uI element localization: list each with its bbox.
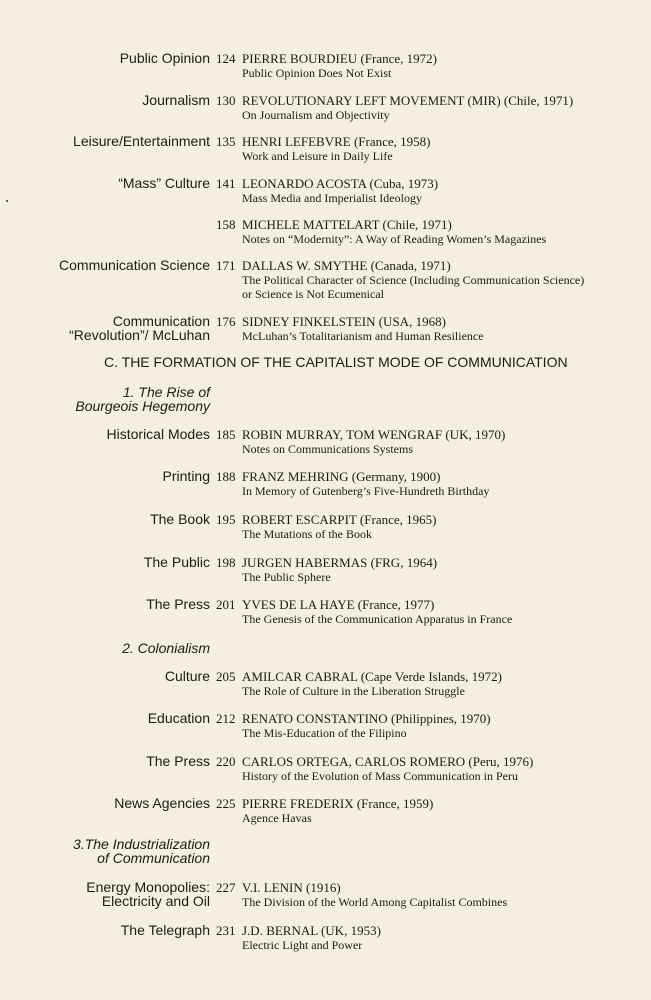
entry-author: REVOLUTIONARY LEFT MOVEMENT (MIR) (Chile, 1971) <box>242 93 574 108</box>
entry-title: The Public Sphere <box>242 570 331 584</box>
entry-topic: Communication “Revolution”/ McLuhan <box>69 313 210 343</box>
entry-topic: Communication Science <box>59 257 210 273</box>
entry-title: McLuhan’s Totalitarianism and Human Resilience <box>242 329 484 343</box>
entry-author: FRANZ MEHRING (Germany, 1900) <box>242 469 441 484</box>
entry-title: The Political Character of Science (Including Communication Science) or Science is Not Ecumenical <box>242 273 585 301</box>
entry-topic: Culture <box>164 668 210 684</box>
entry-title: Agence Havas <box>242 811 312 825</box>
entry-title: The Genesis of the Communication Apparatus in France <box>242 612 513 626</box>
entry-author: YVES DE LA HAYE (France, 1977) <box>242 597 435 612</box>
page-number: 185 <box>216 427 236 442</box>
page-number: 198 <box>216 555 236 570</box>
entry-title: Electric Light and Power <box>242 938 363 952</box>
entry-author: LEONARDO ACOSTA (Cuba, 1973) <box>242 176 439 191</box>
page-number: 227 <box>216 880 236 895</box>
entry-title: On Journalism and Objectivity <box>242 108 390 122</box>
entry-title: Public Opinion Does Not Exist <box>242 66 392 80</box>
entry-title: The Division of the World Among Capitalist Combines <box>242 895 508 909</box>
entry-topic: The Press <box>146 596 210 612</box>
section-heading: C. THE FORMATION OF THE CAPITALIST MODE OF COMMUNICATION <box>104 354 568 370</box>
page-number: 225 <box>216 796 236 811</box>
subsection-heading: 2. Colonialism <box>122 640 210 656</box>
entry-topic: Public Opinion <box>119 50 210 66</box>
entry-topic: Leisure/Entertainment <box>73 133 210 149</box>
page-number: 176 <box>216 314 236 329</box>
subsection-heading: 3.The Industrialization of Communication <box>73 836 210 866</box>
entry-topic: The Book <box>150 511 210 527</box>
entry-topic: Education <box>147 710 210 726</box>
entry-author: JURGEN HABERMAS (FRG, 1964) <box>242 555 438 570</box>
page-number: 171 <box>216 258 236 273</box>
page-number: 135 <box>216 134 236 149</box>
entry-title: Mass Media and Imperialist Ideology <box>242 191 422 205</box>
entry-author: ROBIN MURRAY, TOM WENGRAF (UK, 1970) <box>242 427 506 442</box>
entry-author: ROBERT ESCARPIT (France, 1965) <box>242 512 437 527</box>
entry-author: PIERRE BOURDIEU (France, 1972) <box>242 51 437 66</box>
entry-author: PIERRE FREDERIX (France, 1959) <box>242 796 434 811</box>
page-number: 130 <box>216 93 236 108</box>
entry-author: HENRI LEFEBVRE (France, 1958) <box>242 134 431 149</box>
entry-title: Notes on Communications Systems <box>242 442 413 456</box>
entry-author: AMILCAR CABRAL (Cape Verde Islands, 1972) <box>242 669 502 684</box>
page-number: 201 <box>216 597 236 612</box>
entry-author: DALLAS W. SMYTHE (Canada, 1971) <box>242 258 451 273</box>
entry-author: V.I. LENIN (1916) <box>242 880 341 895</box>
entry-topic: Historical Modes <box>106 426 210 442</box>
page-number: 158 <box>216 217 236 232</box>
entry-topic: Printing <box>162 468 210 484</box>
page-number: 220 <box>216 754 236 769</box>
entry-author: CARLOS ORTEGA, CARLOS ROMERO (Peru, 1976) <box>242 754 534 769</box>
entry-author: J.D. BERNAL (UK, 1953) <box>242 923 381 938</box>
entry-topic: Energy Monopolies: Electricity and Oil <box>86 879 210 909</box>
entry-author: RENATO CONSTANTINO (Philippines, 1970) <box>242 711 491 726</box>
page-number: 124 <box>216 51 236 66</box>
page-number: 205 <box>216 669 236 684</box>
entry-title: In Memory of Gutenberg’s Five-Hundreth Birthday <box>242 484 490 498</box>
entry-title: History of the Evolution of Mass Communication in Peru <box>242 769 518 783</box>
entry-topic: News Agencies <box>114 795 210 811</box>
entry-title: The Role of Culture in the Liberation Struggle <box>242 684 465 698</box>
page-number: 195 <box>216 512 236 527</box>
entry-topic: The Telegraph <box>120 922 210 938</box>
entry-topic: Journalism <box>142 92 210 108</box>
entry-topic: The Press <box>146 753 210 769</box>
entry-title: The Mutations of the Book <box>242 527 372 541</box>
page-number: 188 <box>216 469 236 484</box>
entry-topic: “Mass” Culture <box>118 175 210 191</box>
page-number: 231 <box>216 923 236 938</box>
entry-title: Work and Leisure in Daily Life <box>242 149 393 163</box>
entry-title: Notes on “Modernity”: A Way of Reading Women’s Magazines <box>242 232 547 246</box>
entry-title: The Mis-Education of the Filipino <box>242 726 407 740</box>
entry-author: SIDNEY FINKELSTEIN (USA, 1968) <box>242 314 446 329</box>
page-number: 212 <box>216 711 236 726</box>
paper-speck <box>6 200 8 202</box>
page-number: 141 <box>216 176 236 191</box>
subsection-heading: 1. The Rise of Bourgeois Hegemony <box>75 384 210 414</box>
entry-author: MICHELE MATTELART (Chile, 1971) <box>242 217 452 232</box>
entry-topic: The Public <box>143 554 210 570</box>
